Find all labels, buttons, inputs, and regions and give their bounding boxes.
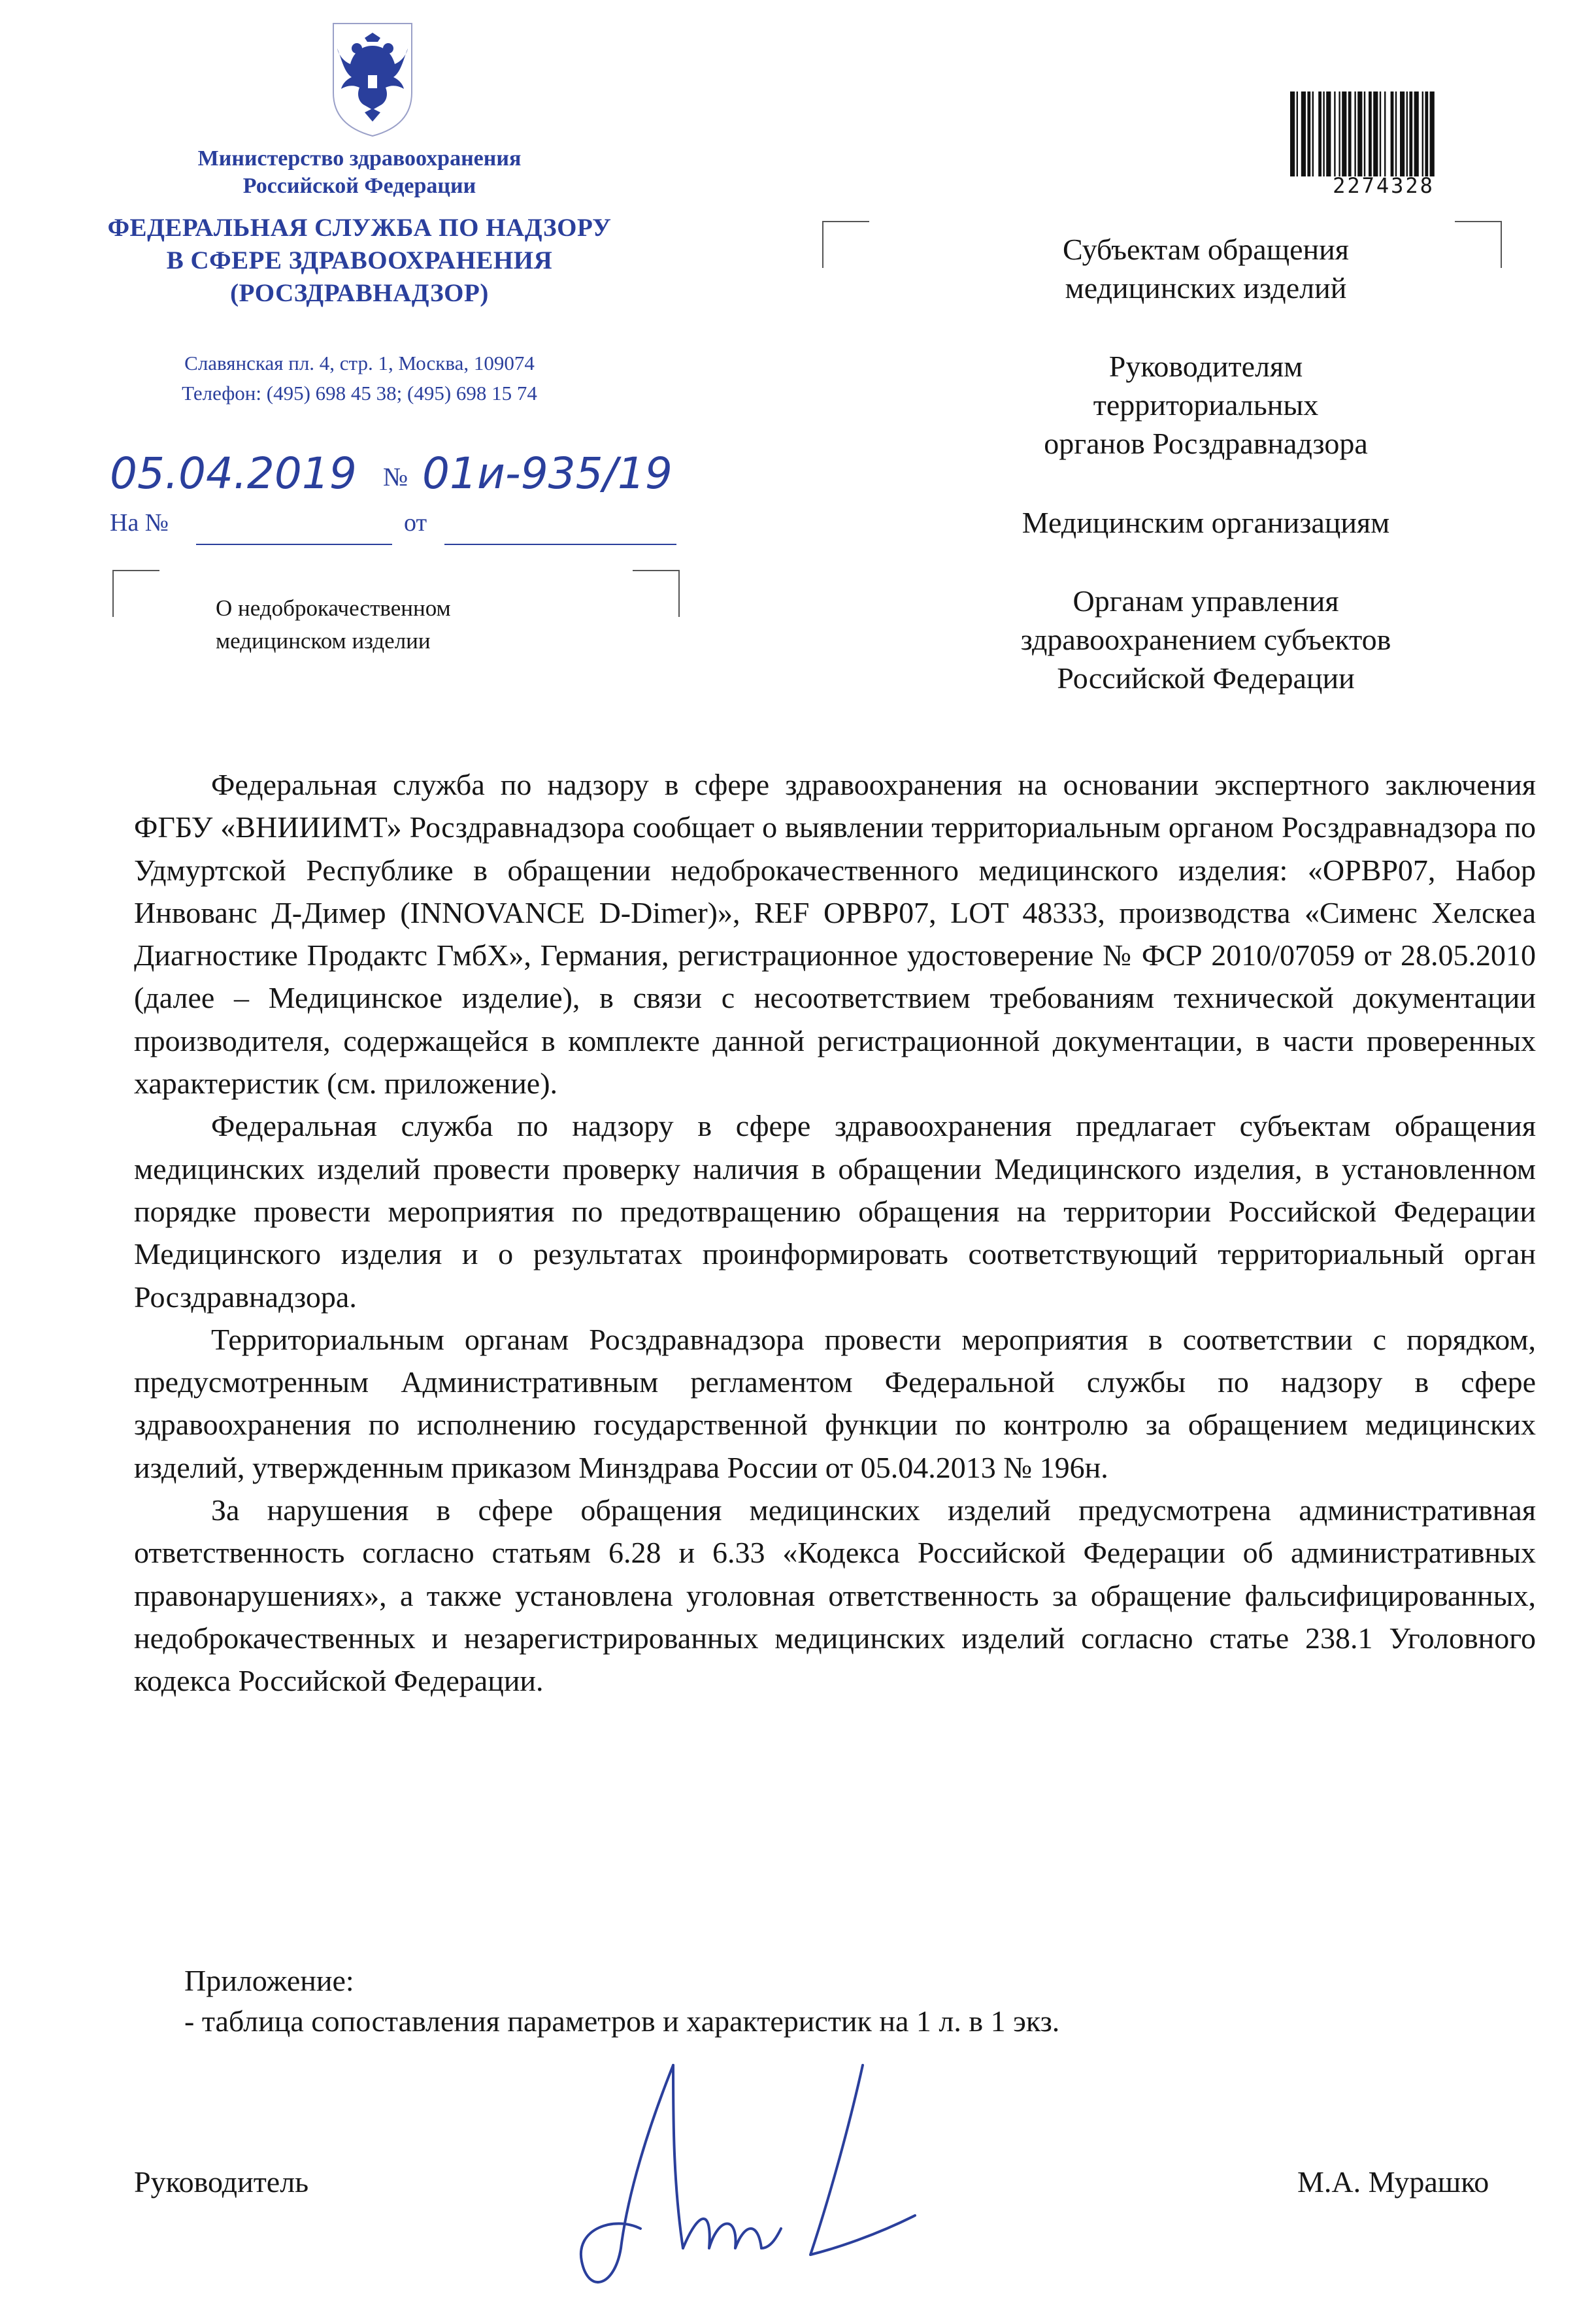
barcode-bar [1342,91,1346,176]
body-paragraph-4: За нарушения в сфере обращения медицинских изделий предусмотрена административная ответственность согласно статьям 6.28 и 6.33 «Кодекса Российской Федерации об административных правонарушениях», а также установлена уголовная ответственность за обращение фальсифицированных, недоброкачественных и незарегистрированных медицинских изделий согласно статье 238.1 Уголовного кодекса Российской Федерации. [134,1493,1536,1698]
signer-role: Руководитель [134,2165,309,2199]
barcode-bar [1400,91,1405,176]
service-name-line-1: ФЕДЕРАЛЬНАЯ СЛУЖБА ПО НАДЗОРУ [107,214,612,242]
recipient-group-2 [951,347,1461,463]
reply-date-underline [444,544,676,545]
appendix-item: - таблица сопоставления параметров и характеристик на 1 л. в 1 экз. [184,2004,1060,2038]
barcode-bar [1364,91,1365,176]
registration-line [110,443,763,515]
letterhead-address: Славянская пл. 4, стр. 1, Москва, 109074 [184,352,535,374]
body-paragraph-2: Федеральная служба по надзору в сфере здравоохранения предлагает субъектам обращения медицинских изделий провести проверку наличия в обращении Медицинского изделия, в установленном порядке провести мероприятия по предотвращению обращения на территории Российской Федерации Медицинского изделия и о результатах проинформировать соответствующий территориальный орган Росздравнадзора. [134,1109,1536,1314]
handwritten-signature [575,2052,941,2300]
recipient-group-3 [951,503,1461,542]
recipient-line: территориальных [1093,388,1319,422]
barcode-bar [1334,91,1335,176]
barcode-bar [1414,91,1419,176]
signer-name: М.А. Мурашко [1297,2165,1489,2199]
barcode-bar [1425,91,1428,176]
barcode-bar [1384,91,1386,176]
letter-body [134,763,1536,1702]
body-paragraph-1: Федеральная служба по надзору в сфере здравоохранения на основании экспертного заключения ФГБУ «ВНИИИМТ» Росздравнадзора сообщает о выявлении территориальным органом Росздравнадзора по Удмуртской Республике в обращении недоброкачественного медицинского изделия: «OPBP07, Набор Инвованс Д-Димер (INNOVANCE D-Dimer)», REF OPBP07, LOT 48333, производства «Сименс Хелскеа Диагностике Продактс ГмбХ», Германия, регистрационное удостоверение № ФСР 2010/07059 от 28.05.2010 (далее – Медицинское изделие), в связи с несоответствием требованиям технической документации производителя, содержащейся в комплекте данной регистрационной документации, в части проверенных характеристик (см. приложение). [134,768,1536,1101]
subject-bracket-left [112,570,159,617]
barcode-bar [1395,91,1397,176]
recipient-line: Субъектам обращения [1063,233,1349,266]
letter-subject [216,592,542,657]
barcode-bar [1354,91,1355,176]
barcode-bar [1338,91,1340,176]
service-name-line-2: В СФЕРЕ ЗДРАВООХРАНЕНИЯ [166,246,553,274]
barcode-bar [1318,91,1322,176]
service-name-line-3: (РОСЗДРАВНАДЗОР) [230,279,489,307]
barcode-bar [1369,91,1372,176]
recipient-line: Медицинским организациям [1022,506,1390,539]
barcode-bar [1391,91,1394,176]
barcode-bar [1430,91,1435,176]
handwritten-date: 05.04.2019 [110,448,357,499]
recipient-group-4 [951,582,1461,697]
recipient-line: Органам управления [1072,584,1339,618]
appendix-title: Приложение: [184,1964,354,1997]
handwritten-number: 01и-935/19 [422,448,673,499]
recipient-group-1 [951,230,1461,307]
barcode-bar [1406,91,1408,176]
barcode-bar [1301,91,1306,176]
reply-date-label: от [404,509,427,537]
barcode-bar [1307,91,1310,176]
barcode-bar [1312,91,1314,176]
number-sign: № [383,462,408,491]
recipient-line: Российской Федерации [1057,661,1355,695]
ministry-name-line-1: Министерство здравоохранения [197,146,522,171]
barcode-bar [1422,91,1423,176]
barcode-bar [1348,91,1352,176]
barcode-bar [1409,91,1412,176]
barcode-bar [1380,91,1381,176]
barcode-bar [1297,91,1298,176]
subject-line-1: О недоброкачественном [216,595,451,621]
letterhead-phone: Телефон: (495) 698 45 38; (495) 698 15 74 [182,382,537,405]
ministry-name-line-2: Российской Федерации [242,174,476,198]
reply-number-underline [196,544,392,545]
recipient-line: органов Росздравнадзора [1044,427,1368,460]
subject-bracket-right [633,570,680,617]
barcode-bar [1326,91,1331,176]
barcode-bar [1323,91,1324,176]
recipient-line: Руководителям [1108,350,1303,383]
barcode-bar [1357,91,1362,176]
barcode-bar [1290,91,1295,176]
barcode-graphic [1289,91,1478,176]
subject-line-2: медицинском изделии [216,628,431,654]
recipient-line: здравоохранением субъектов [1020,623,1391,656]
recipient-bracket-left [822,221,869,268]
barcode-bar [1373,91,1378,176]
barcode-number: 2274328 [1333,173,1435,198]
appendix [184,1961,1491,2042]
body-paragraph-3: Территориальным органам Росздравнадзора провести мероприятия в соответствии с порядком, предусмотренным Административным регламентом Федеральной службы по надзору в сфере здравоохранения по исполнению государственной функции по контролю за обращением медицинских изделий, утвержденным приказом Минздрава России от 05.04.2013 № 196н. [134,1322,1536,1484]
coat-of-arms-emblem [331,14,414,139]
recipient-line: медицинских изделий [1065,271,1347,305]
recipient-bracket-right [1455,221,1502,268]
reply-number-label: На № [110,509,169,537]
